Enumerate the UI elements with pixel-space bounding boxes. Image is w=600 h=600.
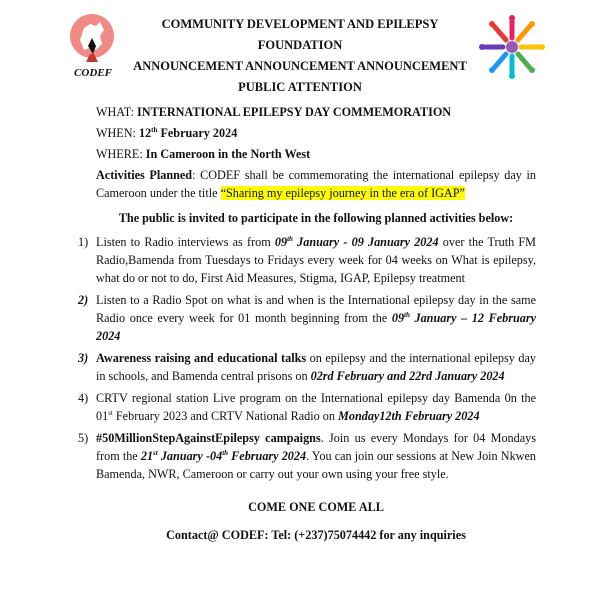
activity-date: 02rd February and 22rd January 2024 [310, 369, 505, 383]
activity-text: . You can join our sessions at New Join Nkwen Bamenda, NWR, Cameroon or carry out your own using your free style. [96, 449, 536, 481]
header-public-attention: PUBLIC ATTENTION [238, 80, 362, 94]
contact-line: Contact@ CODEF: Tel: (+237)75074442 for any inquiries [166, 528, 466, 542]
activity-item [78, 429, 536, 483]
when-month-year: February 2024 [157, 126, 238, 140]
where-row [96, 145, 536, 163]
activity-text: . Join us every Mondays for 04 Mondays from the [96, 431, 536, 463]
activity-number: 3) [78, 351, 89, 365]
closing-slogan: COME ONE COME ALL [248, 500, 384, 514]
activities-title: “Sharing my epilepsy journey in the era of IGAP” [220, 186, 465, 200]
header-org-name: COMMUNITY DEVELOPMENT AND EPILEPSY FOUNDATION [161, 17, 439, 52]
announcement-header [120, 14, 480, 98]
activity-date-suffix: st [153, 448, 158, 457]
activity-date-suffix: th [287, 234, 293, 243]
activity-heading: #50MillionStepAgainstEpilepsy campaigns [96, 431, 321, 445]
activity-text: Listen to Radio interviews as from [96, 235, 275, 249]
what-row [96, 103, 536, 121]
when-label: WHEN: [96, 126, 136, 140]
activity-date: Monday12th February 2024 [338, 409, 480, 423]
closing-section [96, 493, 536, 549]
activity-date-suffix: th [222, 448, 229, 457]
activity-text: over the Truth FM Radio,Bamenda from Tuesdays to Fridays every week for 04 weeks on What is epilepsy, what do or not to do, First Aid Measures, Stigma, IGAP, Epilepsy treatment [96, 235, 536, 285]
when-row [96, 124, 536, 142]
what-value: INTERNATIONAL EPILEPSY DAY COMMEMORATION [137, 105, 452, 119]
where-value: In Cameroon in the North West [145, 147, 311, 161]
activity-item [78, 291, 536, 345]
activity-date: February 2024 [228, 449, 307, 463]
epilepsy-day-logo [478, 14, 546, 80]
activity-list [78, 233, 537, 483]
header-announcement: ANNOUNCEMENT ANNOUNCEMENT ANNOUNCEMENT [133, 59, 467, 73]
activity-number: 2) [78, 293, 89, 307]
epilepsy-day-logo-icon [478, 14, 546, 80]
activity-text: Listen to a Radio Spot on what is and when is the International epilepsy day in the same Radio once every week for 01 month beginning from the [96, 293, 536, 325]
activity-item [78, 349, 537, 385]
activity-date: 21 [140, 449, 154, 463]
activity-date: January - 09 January 2024 [292, 235, 439, 249]
what-label: WHAT: [96, 105, 134, 119]
activity-text: CRTV regional station Live program on the International epilepsy day Bamenda 0n the 01 [96, 391, 536, 423]
announcement-body [78, 103, 537, 549]
activity-heading: Awareness raising and educational talks [96, 351, 307, 365]
activity-date: January – 12 February 2024 [96, 311, 536, 343]
when-day: 12 [138, 126, 152, 140]
when-day-suffix: th [151, 125, 158, 134]
activity-date: January -04 [157, 449, 223, 463]
where-label: WHERE: [96, 147, 143, 161]
activity-item [78, 233, 536, 287]
invite-heading: The public is invited to participate in the following planned activities below: [118, 211, 514, 225]
activity-date: 09 [391, 311, 405, 325]
activity-text: February 2023 and CRTV National Radio on [112, 409, 339, 423]
codef-logo [66, 10, 120, 82]
activity-item [78, 389, 536, 425]
activities-label: Activities Planned [96, 168, 193, 182]
activity-number: 4) [78, 391, 89, 405]
activity-number: 5) [78, 431, 89, 445]
activities-row [96, 166, 536, 202]
activity-date-suffix: th [404, 310, 410, 319]
activity-number: 1) [78, 235, 89, 249]
activity-text: on epilepsy and the international epilepsy day in schools, and Bamenda central prisons on [96, 351, 537, 383]
codef-logo-text: CODEF [74, 67, 112, 79]
activity-date-suffix: st [108, 408, 113, 417]
activities-text: : CODEF shall be commemorating the international epilepsy day in Cameroon under the title [96, 168, 536, 200]
activity-date: 09 [274, 235, 288, 249]
